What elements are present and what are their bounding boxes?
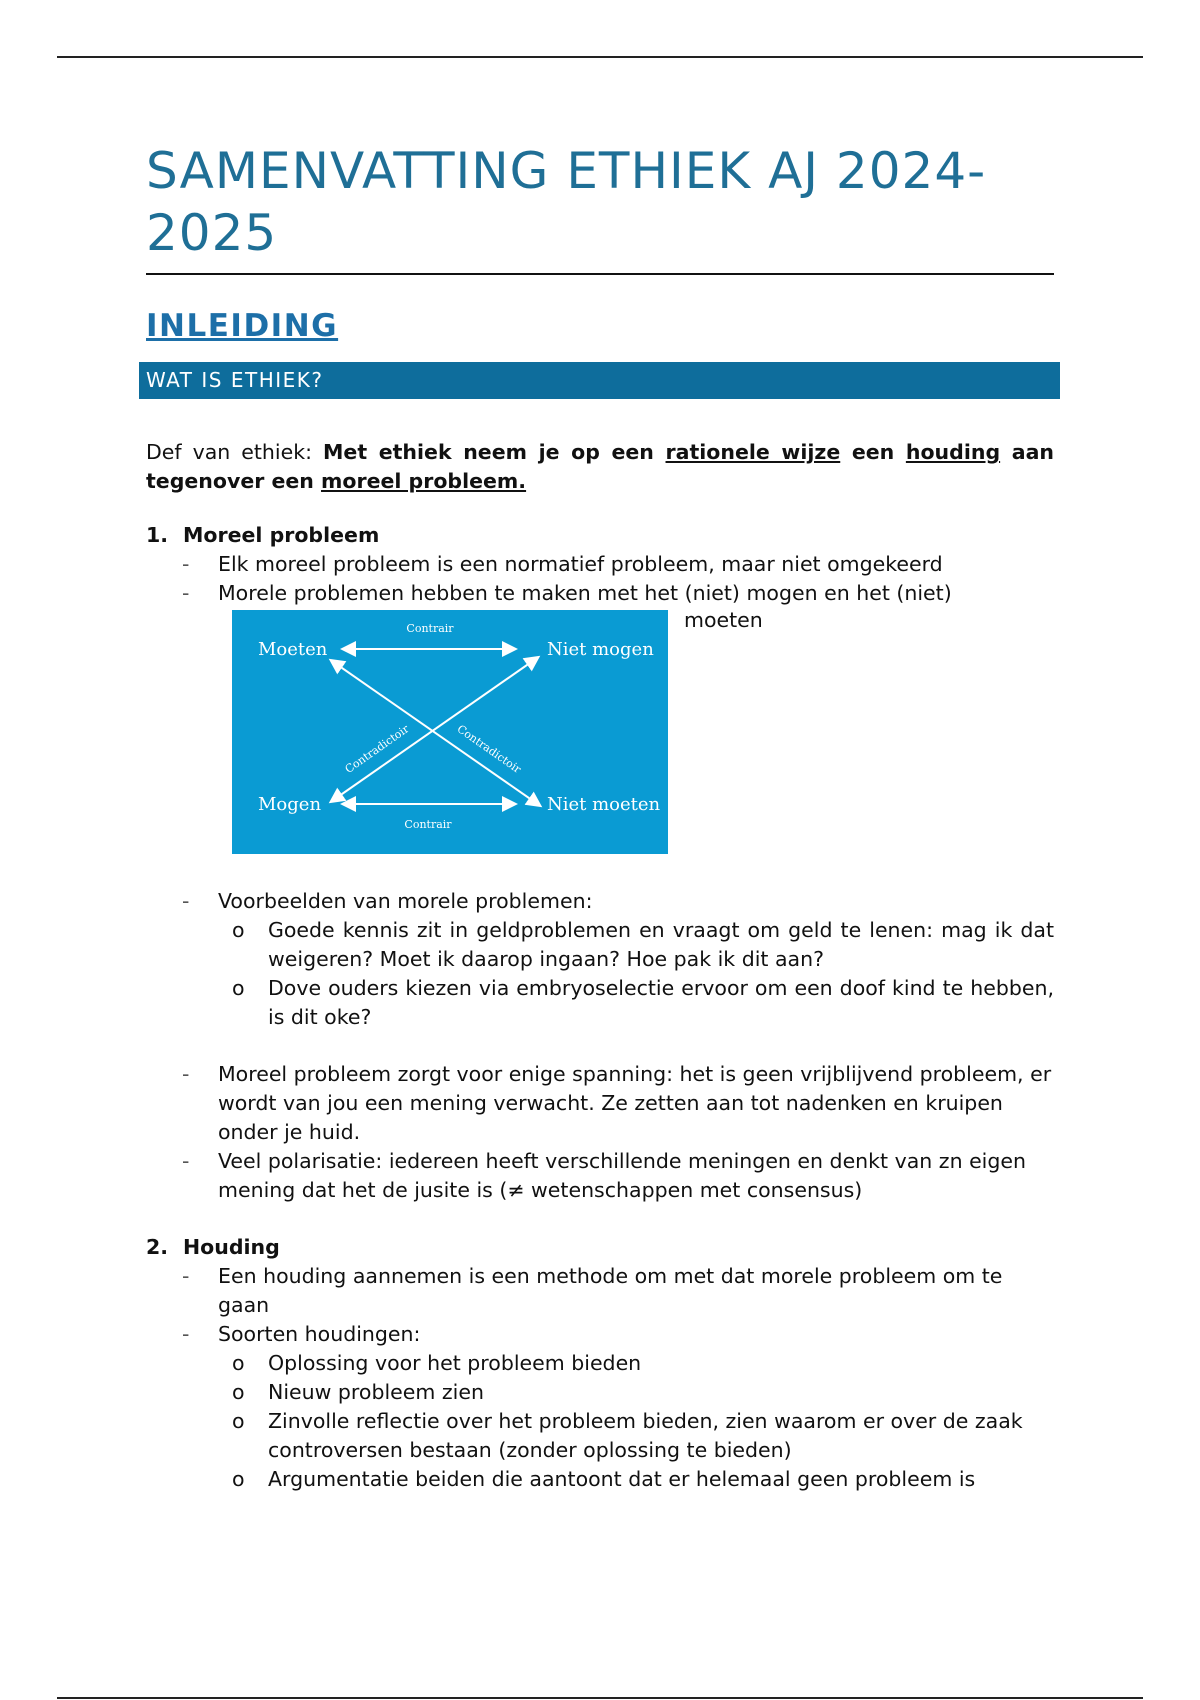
list-item: - Soorten houdingen: <box>146 1320 1054 1349</box>
contradictoir-arrow-right <box>332 661 539 805</box>
section1-bullets-c <box>146 1060 1054 1205</box>
list-item: - Veel polarisatie: iedereen heeft verschillende meningen en denkt van zn eigen mening dat het de jusite is (≠ wetenschappen met consensus) <box>146 1147 1054 1205</box>
label-contrair-bottom: Contrair <box>404 818 452 831</box>
definition-paragraph: Def van ethiek: Met ethiek neem je op een rationele wijze een houding aan tegenover een moreel probleem. <box>146 440 1054 493</box>
list-item: - Moreel probleem zorgt voor enige spanning: het is geen vrijblijvend probleem, er wordt van jou een mening verwacht. Ze zetten aan tot nadenken en kruipen onder je huid. <box>146 1060 1054 1147</box>
label-niet-moeten: Niet moeten <box>547 794 661 815</box>
label-moeten: Moeten <box>258 639 328 660</box>
list-item: - Een houding aannemen is een methode om met dat morele probleem om te gaan <box>146 1262 1054 1320</box>
list-item: o Zinvolle reflectie over het probleem bieden, zien waarom er over de zaak controversen bestaan (zonder oplossing te bieden) <box>232 1409 1023 1462</box>
page-top-rule <box>57 56 1143 58</box>
label-contrair-top: Contrair <box>406 622 454 635</box>
document-body <box>146 140 1054 1494</box>
list-item: o Nieuw probleem zien <box>232 1380 484 1404</box>
document-title: SAMENVATTING ETHIEK AJ 2024-2025 <box>146 142 987 262</box>
section2-bullets <box>146 1262 1054 1349</box>
page-bottom-rule <box>57 1697 1143 1699</box>
list-item: - Voorbeelden van morele problemen: <box>146 887 1054 916</box>
label-niet-mogen: Niet mogen <box>547 639 654 660</box>
heading-wat-is-ethiek: WAT IS ETHIEK? <box>139 362 1060 399</box>
houding-kinds-list <box>146 1349 1054 1494</box>
bullet-continuation: moeten <box>684 608 763 632</box>
section-houding-heading: 2. Houding <box>146 1235 280 1259</box>
section1-bullets-b <box>146 887 1054 916</box>
list-item: o Dove ouders kiezen via embryoselectie ervoor om een doof kind te hebben, is dit oke? <box>232 976 1054 1029</box>
list-item: o Oplossing voor het probleem bieden <box>232 1351 642 1375</box>
section-moreel-probleem-heading: 1. Moreel probleem <box>146 523 380 547</box>
label-contradictoir-left: Contradictoir <box>342 722 412 776</box>
list-item: o Argumentatie beiden die aantoont dat er helemaal geen probleem is <box>232 1467 976 1491</box>
list-item: - Morele problemen hebben te maken met het (niet) mogen en het (niet) <box>146 579 1054 608</box>
title-underline <box>146 273 1054 275</box>
list-item: o Goede kennis zit in geldproblemen en vraagt om geld te lenen: mag ik dat weigeren? Moet ik daarop ingaan? Hoe pak ik dit aan? <box>232 918 1054 971</box>
list-item: - Elk moreel probleem is een normatief probleem, maar niet omgekeerd <box>146 550 1054 579</box>
heading-inleiding: INLEIDING <box>146 308 339 344</box>
diagram-svg <box>232 610 668 854</box>
contradictoir-arrow-left <box>332 658 537 801</box>
square-of-opposition-diagram <box>232 610 668 854</box>
label-mogen: Mogen <box>258 794 322 815</box>
diagram-row <box>146 608 1054 866</box>
examples-list <box>146 916 1054 1032</box>
label-contradictoir-right: Contradictoir <box>454 722 524 776</box>
section1-bullets-a <box>146 550 1054 608</box>
